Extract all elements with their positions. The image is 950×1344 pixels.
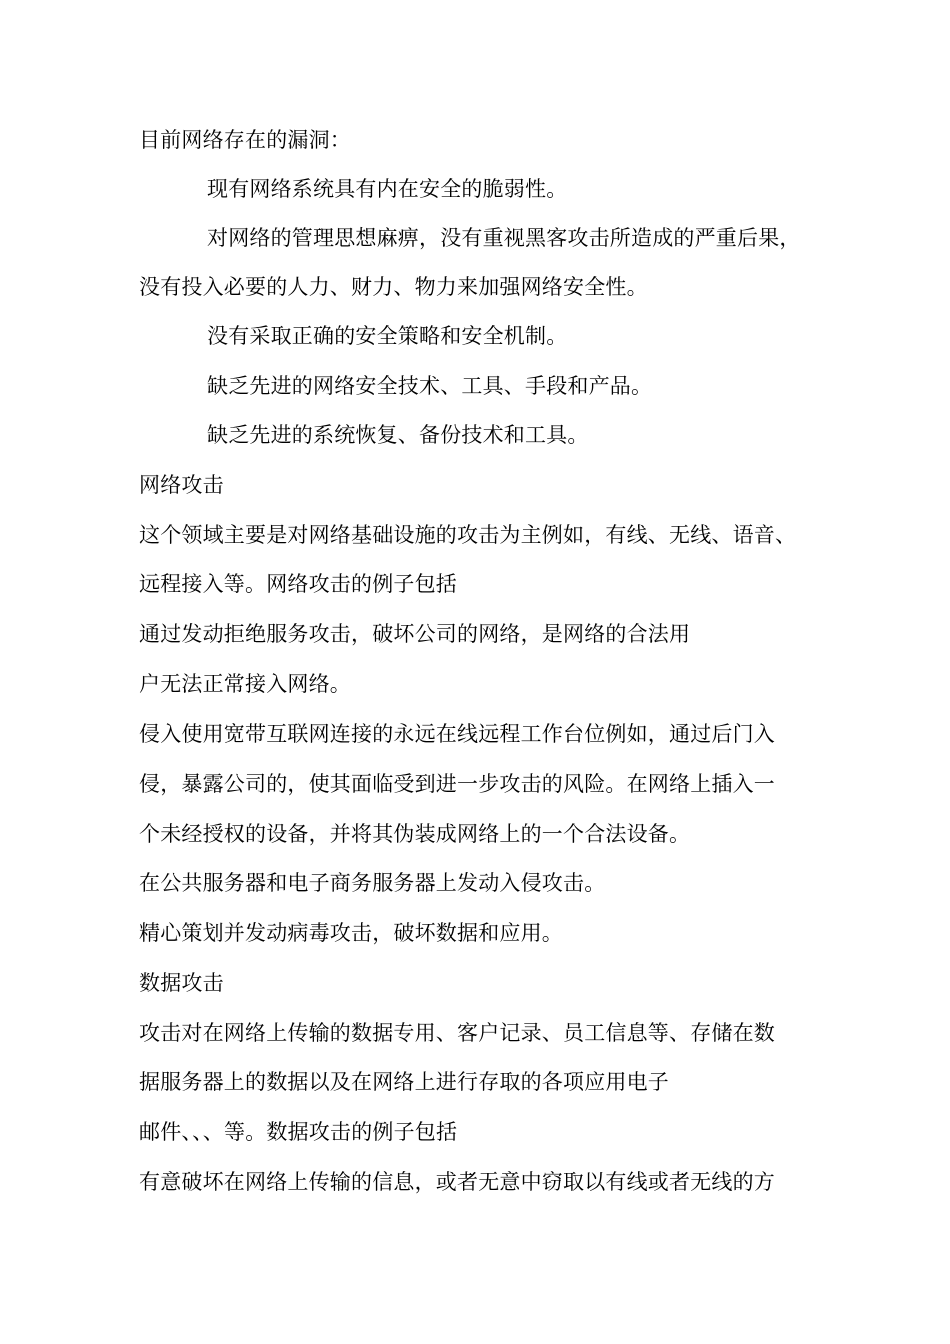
paragraph-line: 邮件、、、等。数据攻击的例子包括 bbox=[139, 1120, 458, 1144]
network-attack-heading: 网络攻击 bbox=[139, 473, 224, 497]
paragraph-line: 缺乏先进的系统恢复、备份技术和工具。 bbox=[207, 423, 589, 447]
paragraph-line: 侵，暴露公司的，使其面临受到进一步攻击的风险。在网络上插入一 bbox=[139, 772, 775, 796]
paragraph-line: 这个领域主要是对网络基础设施的攻击为主例如，有线、无线、语音、 bbox=[139, 523, 797, 547]
paragraph-line: 对网络的管理思想麻痹，没有重视黑客攻击所造成的严重后果， bbox=[207, 226, 801, 250]
paragraph-line: 攻击对在网络上传输的数据专用、客户记录、员工信息等、存储在数 bbox=[139, 1021, 775, 1045]
paragraph-line: 个未经授权的设备，并将其伪装成网络上的一个合法设备。 bbox=[139, 822, 691, 846]
paragraph-line: 户无法正常接入网络。 bbox=[139, 672, 351, 696]
paragraph-line: 有意破坏在网络上传输的信息，或者无意中窃取以有线或者无线的方 bbox=[139, 1170, 775, 1194]
data-attack-heading: 数据攻击 bbox=[139, 971, 224, 995]
paragraph-line: 通过发动拒绝服务攻击，破坏公司的网络，是网络的合法用 bbox=[139, 622, 691, 646]
paragraph-line: 没有投入必要的人力、财力、物力来加强网络安全性。 bbox=[139, 275, 648, 299]
paragraph-line: 现有网络系统具有内在安全的脆弱性。 bbox=[207, 177, 568, 201]
paragraph-line: 缺乏先进的网络安全技术、工具、手段和产品。 bbox=[207, 374, 653, 398]
paragraph-line: 据服务器上的数据以及在网络上进行存取的各项应用电子 bbox=[139, 1070, 669, 1094]
paragraph-line: 侵入使用宽带互联网连接的永远在线远程工作台位例如，通过后门入 bbox=[139, 722, 775, 746]
vulnerability-heading: 目前网络存在的漏洞： bbox=[139, 128, 351, 152]
paragraph-line: 没有采取正确的安全策略和安全机制。 bbox=[207, 324, 568, 348]
paragraph-line: 在公共服务器和电子商务服务器上发动入侵攻击。 bbox=[139, 871, 606, 895]
paragraph-line: 精心策划并发动病毒攻击，破坏数据和应用。 bbox=[139, 921, 563, 945]
paragraph-line: 远程接入等。网络攻击的例子包括 bbox=[139, 572, 457, 596]
